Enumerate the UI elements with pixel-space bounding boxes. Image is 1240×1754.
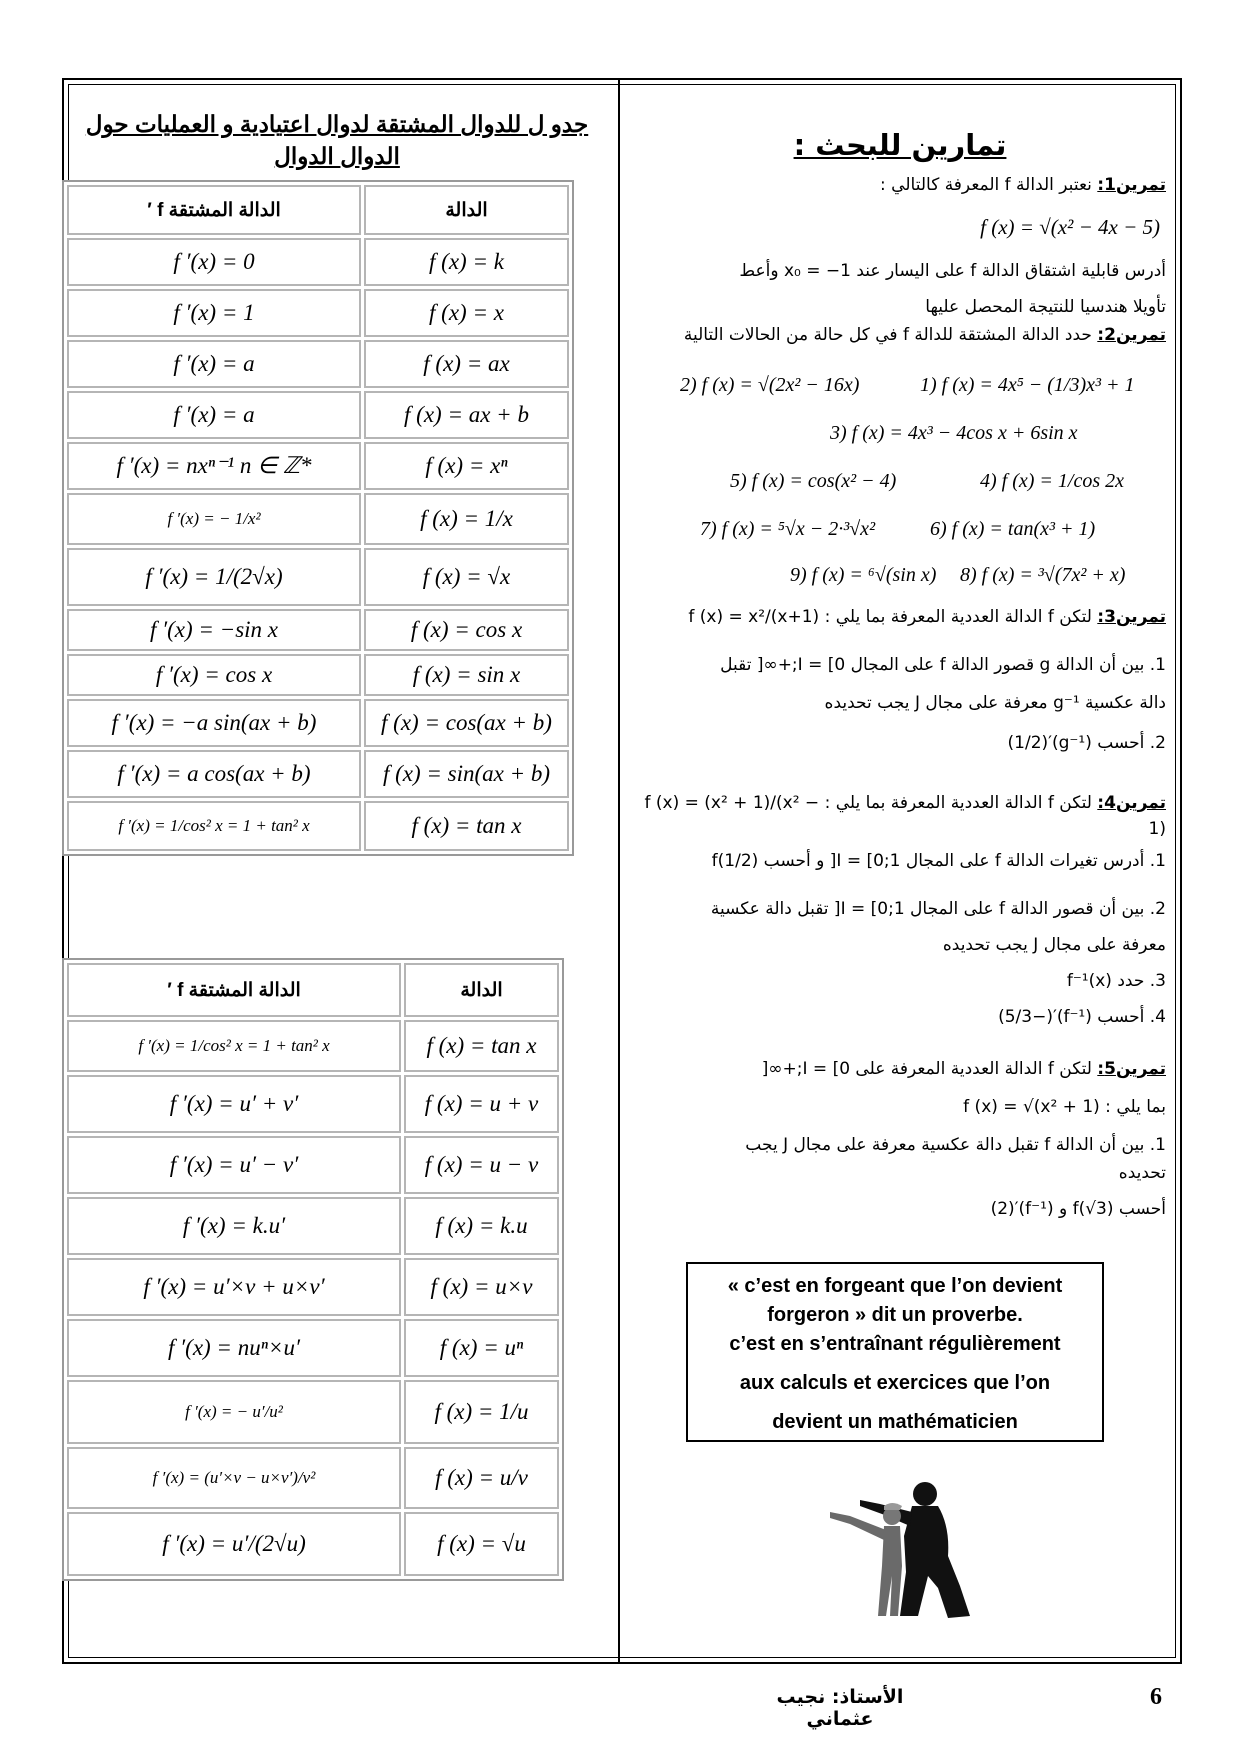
- derivative-cell: f ′(x) = u′ − v′: [67, 1136, 401, 1194]
- header-derivative: الدالة المشتقة f ′: [67, 963, 401, 1017]
- function-cell: f (x) = ax: [364, 340, 569, 388]
- derivative-cell: f ′(x) = u′ + v′: [67, 1075, 401, 1133]
- function-cell: f (x) = sin x: [364, 654, 569, 696]
- derivative-cell: f ′(x) = 1: [67, 289, 361, 337]
- function-cell: f (x) = xⁿ: [364, 442, 569, 490]
- function-cell: f (x) = 1/u: [404, 1380, 559, 1444]
- ex5-q1-line1: 1. بين أن الدالة f تقبل دالة عكسية معرفة على مجال J يجب: [745, 1135, 1166, 1155]
- ex3-label: تمرين3:: [1097, 607, 1166, 627]
- derivative-cell: f ′(x) = k.u′: [67, 1197, 401, 1255]
- ex5-q1-line2: تحديده: [1118, 1163, 1166, 1183]
- function-cell: f (x) = 1/x: [364, 493, 569, 545]
- ex1-formula: f (x) = √(x² − 4x − 5): [980, 215, 1160, 239]
- derivative-cell: f ′(x) = 0: [67, 238, 361, 286]
- quote-line5: devient un mathématicien: [772, 1411, 1018, 1433]
- ex2-item8: 8) f (x) = ³√(7x² + x): [960, 564, 1126, 586]
- table-row: [67, 654, 569, 696]
- ex2-item2: 2) f (x) = √(2x² − 16x): [680, 374, 860, 396]
- father-son-pointing-illustration: [820, 1476, 980, 1626]
- function-cell: f (x) = √u: [404, 1512, 559, 1576]
- function-cell: f (x) = k: [364, 238, 569, 286]
- table-row: [67, 493, 569, 545]
- function-cell: f (x) = cos x: [364, 609, 569, 651]
- function-cell: f (x) = k.u: [404, 1197, 559, 1255]
- child-silhouette: [830, 1503, 902, 1616]
- ex3-intro: لتكن f الدالة العددية المعرفة بما يلي : f (x) = x²/(x+1): [688, 607, 1092, 627]
- derivative-cell: f ′(x) = nxⁿ⁻¹ n ∈ ℤ*: [67, 442, 361, 490]
- function-cell: f (x) = sin(ax + b): [364, 750, 569, 798]
- section-title: تمارين للبحث :: [793, 128, 1007, 162]
- ex3-q1-line2: دالة عكسية g⁻¹ معرفة على مجال J يجب تحديده: [824, 693, 1166, 713]
- ex2-item1: 1) f (x) = 4x⁵ − (1/3)x³ + 1: [920, 374, 1135, 396]
- ex3-intro-line: [626, 604, 1166, 630]
- table-row: [67, 289, 569, 337]
- quote-line1: « c’est en forgeant que l’on devient: [727, 1275, 1063, 1297]
- table-row: [67, 1197, 559, 1255]
- function-cell: f (x) = tan x: [364, 801, 569, 851]
- derivative-cell: f ′(x) = 1/cos² x = 1 + tan² x: [67, 1020, 401, 1072]
- header-derivative: الدالة المشتقة f ′: [67, 185, 361, 235]
- function-cell: f (x) = ax + b: [364, 391, 569, 439]
- ex4-q2-line2: معرفة على مجال J يجب تحديده: [942, 935, 1166, 955]
- quote-line3: c’est en s’entraînant régulièrement: [729, 1333, 1061, 1355]
- table-row: [67, 699, 569, 747]
- ex5-q2: أحسب f(√3) و (f⁻¹)′(2): [990, 1199, 1166, 1219]
- table-row: [67, 238, 569, 286]
- function-cell: f (x) = x: [364, 289, 569, 337]
- ex3-q1-line1: 1. بين أن الدالة g قصور الدالة f على المجال I = [0;+∞[ تقبل: [720, 655, 1166, 675]
- derivative-cell: f ′(x) = 1/(2√x): [67, 548, 361, 606]
- ex2-item7: 7) f (x) = ⁵√x − 2·³√x²: [700, 518, 876, 540]
- header-function: الدالة: [404, 963, 559, 1017]
- ex4-q4: 4. أحسب (f⁻¹)′(−5/3): [998, 1007, 1166, 1027]
- derivative-cell: f ′(x) = a: [67, 340, 361, 388]
- ex1-task-line1: أدرس قابلية اشتقاق الدالة f على اليسار عند x₀ = −1 وأعط: [739, 261, 1166, 281]
- derivative-cell: f ′(x) = a: [67, 391, 361, 439]
- ex4-intro: لتكن f الدالة العددية المعرفة بما يلي : f (x) = (x² + 1)/(x² − 1): [644, 793, 1166, 839]
- quote-line2: forgeron » dit un proverbe.: [767, 1304, 1023, 1326]
- table-title: [72, 108, 602, 172]
- ex4-intro-line: [626, 790, 1166, 842]
- ex1-intro-line: [626, 172, 1166, 198]
- table-row: [67, 1319, 559, 1377]
- table-row: [67, 1136, 559, 1194]
- function-cell: f (x) = u×v: [404, 1258, 559, 1316]
- table-header-row: [67, 963, 559, 1017]
- table-title-line2: الدوال الدوال: [274, 143, 400, 169]
- derivative-cell: f ′(x) = u′×v + u×v′: [67, 1258, 401, 1316]
- function-cell: f (x) = cos(ax + b): [364, 699, 569, 747]
- derivative-cell: f ′(x) = 1/cos² x = 1 + tan² x: [67, 801, 361, 851]
- ex2-intro: حدد الدالة المشتقة للدالة f في كل حالة من الحالات التالية: [683, 325, 1092, 345]
- adult-silhouette: [860, 1482, 970, 1618]
- derivative-cell: f ′(x) = cos x: [67, 654, 361, 696]
- function-cell: f (x) = u/v: [404, 1447, 559, 1509]
- ex1-label: تمرين1:: [1097, 175, 1166, 195]
- quote-box: [686, 1262, 1104, 1442]
- table-row: [67, 801, 569, 851]
- ex4-q1: 1. أدرس تغيرات الدالة f على المجال I = [0;1[ و أحسب f(1/2): [711, 851, 1166, 871]
- ex5-intro-line: [626, 1056, 1166, 1082]
- table-row: [67, 442, 569, 490]
- table-row: [67, 1512, 559, 1576]
- function-cell: f (x) = u − v: [404, 1136, 559, 1194]
- header-function: الدالة: [364, 185, 569, 235]
- derivatives-table-basic: [62, 180, 574, 856]
- table-row: [67, 1258, 559, 1316]
- ex2-item6: 6) f (x) = tan(x³ + 1): [930, 518, 1096, 540]
- derivative-cell: f ′(x) = − 1/x²: [67, 493, 361, 545]
- table-row: [67, 1380, 559, 1444]
- ex4-q2-line1: 2. بين أن قصور الدالة f على المجال I = [0;1[ تقبل دالة عكسية: [710, 899, 1166, 919]
- table-row: [67, 750, 569, 798]
- ex1-task-line2: تأويلا هندسيا للنتيجة المحصل عليها: [925, 297, 1166, 317]
- footer-teacher: الأستاذ: نجيب عثماني: [776, 1686, 904, 1730]
- derivative-cell: f ′(x) = − u′/u²: [67, 1380, 401, 1444]
- ex2-intro-line: [626, 322, 1166, 348]
- table-header-row: [67, 185, 569, 235]
- derivative-cell: f ′(x) = a cos(ax + b): [67, 750, 361, 798]
- ex2-item4: 4) f (x) = 1/cos 2x: [980, 470, 1125, 492]
- table-row: [67, 340, 569, 388]
- ex3-q2: 2. أحسب (g⁻¹)′(1/2): [1007, 733, 1166, 753]
- ex2-item5: 5) f (x) = cos(x² − 4): [730, 470, 897, 492]
- page-number: 6: [1150, 1684, 1162, 1710]
- derivative-cell: f ′(x) = −sin x: [67, 609, 361, 651]
- derivative-cell: f ′(x) = u′/(2√u): [67, 1512, 401, 1576]
- table-title-line1: جدو ل للدوال المشتقة لدوال اعتيادية و العمليات حول: [85, 111, 589, 137]
- table-row: [67, 1447, 559, 1509]
- ex2-item9: 9) f (x) = ⁶√(sin x): [790, 564, 937, 586]
- ex2-item3: 3) f (x) = 4x³ − 4cos x + 6sin x: [830, 422, 1078, 444]
- ex2-label: تمرين2:: [1097, 325, 1166, 345]
- derivative-cell: f ′(x) = (u′×v − u×v′)/v²: [67, 1447, 401, 1509]
- quote-line4: aux calculs et exercices que l’on: [739, 1372, 1051, 1394]
- derivatives-table-operations: [62, 958, 564, 1581]
- function-cell: f (x) = √x: [364, 548, 569, 606]
- table-row: [67, 1075, 559, 1133]
- function-cell: f (x) = u + v: [404, 1075, 559, 1133]
- ex1-intro: نعتبر الدالة f المعرفة كالتالي :: [880, 175, 1092, 195]
- function-cell: f (x) = tan x: [404, 1020, 559, 1072]
- table-row: [67, 548, 569, 606]
- ex4-q3: 3. حدد f⁻¹(x): [1066, 971, 1166, 991]
- derivative-cell: f ′(x) = −a sin(ax + b): [67, 699, 361, 747]
- table-row: [67, 609, 569, 651]
- function-cell: f (x) = uⁿ: [404, 1319, 559, 1377]
- ex5-intro2: بما يلي : f (x) = √(x² + 1): [963, 1097, 1166, 1117]
- table-row: [67, 1020, 559, 1072]
- derivative-cell: f ′(x) = nuⁿ×u′: [67, 1319, 401, 1377]
- ex5-label: تمرين5:: [1097, 1059, 1166, 1079]
- ex4-label: تمرين4:: [1097, 793, 1166, 813]
- ex5-intro: لتكن f الدالة العددية المعرفة على I = [0;+∞[: [761, 1059, 1092, 1079]
- column-divider: [618, 80, 620, 1664]
- table-row: [67, 391, 569, 439]
